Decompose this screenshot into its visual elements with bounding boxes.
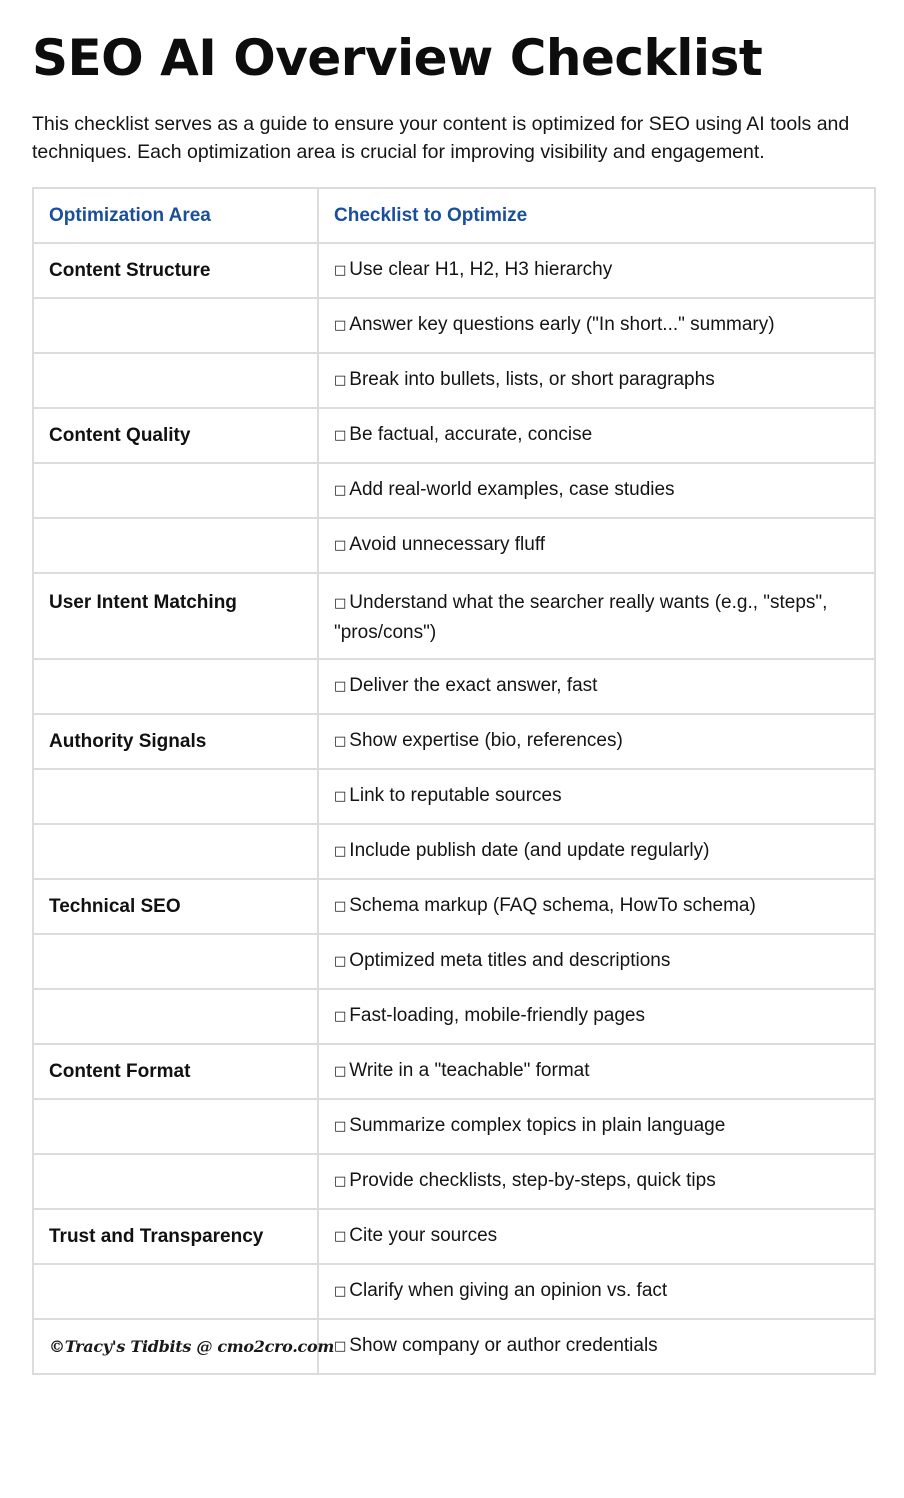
- optimization-area-cell: User Intent Matching: [33, 573, 318, 659]
- checklist-item-text: Deliver the exact answer, fast: [349, 674, 598, 696]
- table-row: [33, 298, 875, 353]
- checklist-item-text: Cite your sources: [349, 1224, 498, 1246]
- table-row: [33, 714, 875, 769]
- checklist-item-cell: [318, 243, 875, 298]
- table-header-row: [33, 188, 875, 243]
- table-row: [33, 989, 875, 1044]
- table-row: [33, 573, 875, 659]
- optimization-area-cell: [33, 824, 318, 879]
- table-body: [33, 243, 875, 1374]
- table-row: [33, 879, 875, 934]
- table-row: [33, 518, 875, 573]
- table-row: [33, 824, 875, 879]
- checklist-item-text: Break into bullets, lists, or short paragraphs: [349, 368, 715, 390]
- checklist-item-cell: [318, 408, 875, 463]
- checkbox-icon: □: [334, 1063, 347, 1079]
- checkbox-icon: □: [334, 482, 347, 498]
- checklist-item-text: Show expertise (bio, references): [349, 729, 623, 751]
- optimization-area-cell: [33, 1264, 318, 1319]
- checklist-item-cell: [318, 353, 875, 408]
- checklist-item-cell: [318, 879, 875, 934]
- checkbox-icon: □: [334, 317, 347, 333]
- checklist-item-cell: [318, 1044, 875, 1099]
- checkbox-icon: □: [334, 898, 347, 914]
- checkbox-icon: □: [334, 1228, 347, 1244]
- table-row: [33, 1154, 875, 1209]
- checklist-item-cell: [318, 769, 875, 824]
- checklist-item-text: Use clear H1, H2, H3 hierarchy: [349, 258, 613, 280]
- optimization-area-cell: Content Structure: [33, 243, 318, 298]
- checkbox-icon: □: [334, 788, 347, 804]
- optimization-area-cell: [33, 659, 318, 714]
- optimization-area-cell: [33, 298, 318, 353]
- checkbox-icon: □: [334, 1338, 347, 1354]
- checkbox-icon: □: [334, 1118, 347, 1134]
- checkbox-icon: □: [334, 372, 347, 388]
- optimization-area-cell: [33, 1154, 318, 1209]
- optimization-area-cell: [33, 934, 318, 989]
- table-row: [33, 463, 875, 518]
- checkbox-icon: □: [334, 953, 347, 969]
- table-row: [33, 353, 875, 408]
- checklist-item-cell: [318, 1209, 875, 1264]
- checklist-item-text: Understand what the searcher really wants (e.g., "steps", "pros/cons"): [334, 592, 828, 643]
- checklist-item-text: Add real-world examples, case studies: [349, 478, 675, 500]
- optimization-area-cell: [33, 463, 318, 518]
- checkbox-icon: □: [334, 427, 347, 443]
- checklist-item-cell: [318, 518, 875, 573]
- checkbox-icon: □: [334, 1173, 347, 1189]
- checkbox-icon: □: [334, 537, 347, 553]
- optimization-area-cell: [33, 1099, 318, 1154]
- checkbox-icon: □: [334, 1008, 347, 1024]
- optimization-area-cell: [33, 1319, 334, 1374]
- table-row: [33, 769, 875, 824]
- checklist-item-cell: [318, 463, 875, 518]
- checklist-table: [32, 187, 876, 1375]
- checkbox-icon: □: [334, 733, 347, 749]
- page-title: SEO AI Overview Checklist: [32, 29, 763, 87]
- checkbox-icon: □: [334, 843, 347, 859]
- checklist-item-cell: [318, 659, 875, 714]
- optimization-area-cell: [33, 989, 318, 1044]
- checklist-item-cell: [318, 934, 875, 989]
- checklist-item-text: Be factual, accurate, concise: [349, 423, 593, 445]
- checklist-item-cell: [318, 714, 875, 769]
- intro-paragraph: This checklist serves as a guide to ensure your content is optimized for SEO using AI tools and techniques. Each optimization area is crucial for improving visibility and engagement.: [32, 113, 850, 163]
- table-row: [33, 1099, 875, 1154]
- column-header-checklist: Checklist to Optimize: [318, 188, 875, 243]
- checkbox-icon: □: [334, 1283, 347, 1299]
- checkbox-icon: □: [334, 678, 347, 694]
- checklist-item-cell: [318, 989, 875, 1044]
- table-row: [33, 659, 875, 714]
- checklist-item-cell: [318, 298, 875, 353]
- checkbox-icon: □: [334, 262, 347, 278]
- checkbox-icon: □: [334, 596, 347, 611]
- table-row: [33, 1044, 875, 1099]
- checklist-item-text: Avoid unnecessary fluff: [349, 533, 546, 555]
- checklist-item-text: Fast-loading, mobile-friendly pages: [349, 1004, 646, 1026]
- table-row: [33, 1319, 875, 1374]
- checklist-item-text: Include publish date (and update regularly): [349, 839, 710, 861]
- checklist-item-cell: [318, 573, 875, 659]
- checklist-item-text: Provide checklists, step-by-steps, quick tips: [349, 1169, 716, 1191]
- checklist-item-text: Schema markup (FAQ schema, HowTo schema): [349, 894, 756, 916]
- optimization-area-cell: [33, 769, 318, 824]
- optimization-area-cell: Technical SEO: [33, 879, 318, 934]
- optimization-area-cell: Content Quality: [33, 408, 318, 463]
- checklist-item-text: Show company or author credentials: [349, 1334, 658, 1356]
- checklist-item-cell: [318, 1099, 875, 1154]
- checklist-item-cell: [318, 1154, 875, 1209]
- checklist-item-text: Summarize complex topics in plain language: [349, 1114, 726, 1136]
- checklist-item-text: Answer key questions early ("In short..." summary): [349, 313, 775, 335]
- table-row: [33, 408, 875, 463]
- checklist-item-text: Optimized meta titles and descriptions: [349, 949, 671, 971]
- checklist-item-text: Clarify when giving an opinion vs. fact: [349, 1279, 668, 1301]
- optimization-area-cell: Content Format: [33, 1044, 318, 1099]
- checklist-item-cell: [318, 824, 875, 879]
- checklist-item-cell: [318, 1264, 875, 1319]
- table-row: [33, 1264, 875, 1319]
- optimization-area-cell: [33, 518, 318, 573]
- checklist-item-text: Write in a "teachable" format: [349, 1059, 590, 1081]
- optimization-area-cell: [33, 353, 318, 408]
- optimization-area-cell: Authority Signals: [33, 714, 318, 769]
- table-row: [33, 243, 875, 298]
- table-row: [33, 1209, 875, 1264]
- table-row: [33, 934, 875, 989]
- checklist-item-cell: [318, 1319, 875, 1374]
- checklist-item-text: Link to reputable sources: [349, 784, 562, 806]
- signature: ©Tracy's Tidbits @ cmo2cro.com: [49, 1336, 334, 1356]
- column-header-area: Optimization Area: [33, 188, 318, 243]
- optimization-area-cell: Trust and Transparency: [33, 1209, 318, 1264]
